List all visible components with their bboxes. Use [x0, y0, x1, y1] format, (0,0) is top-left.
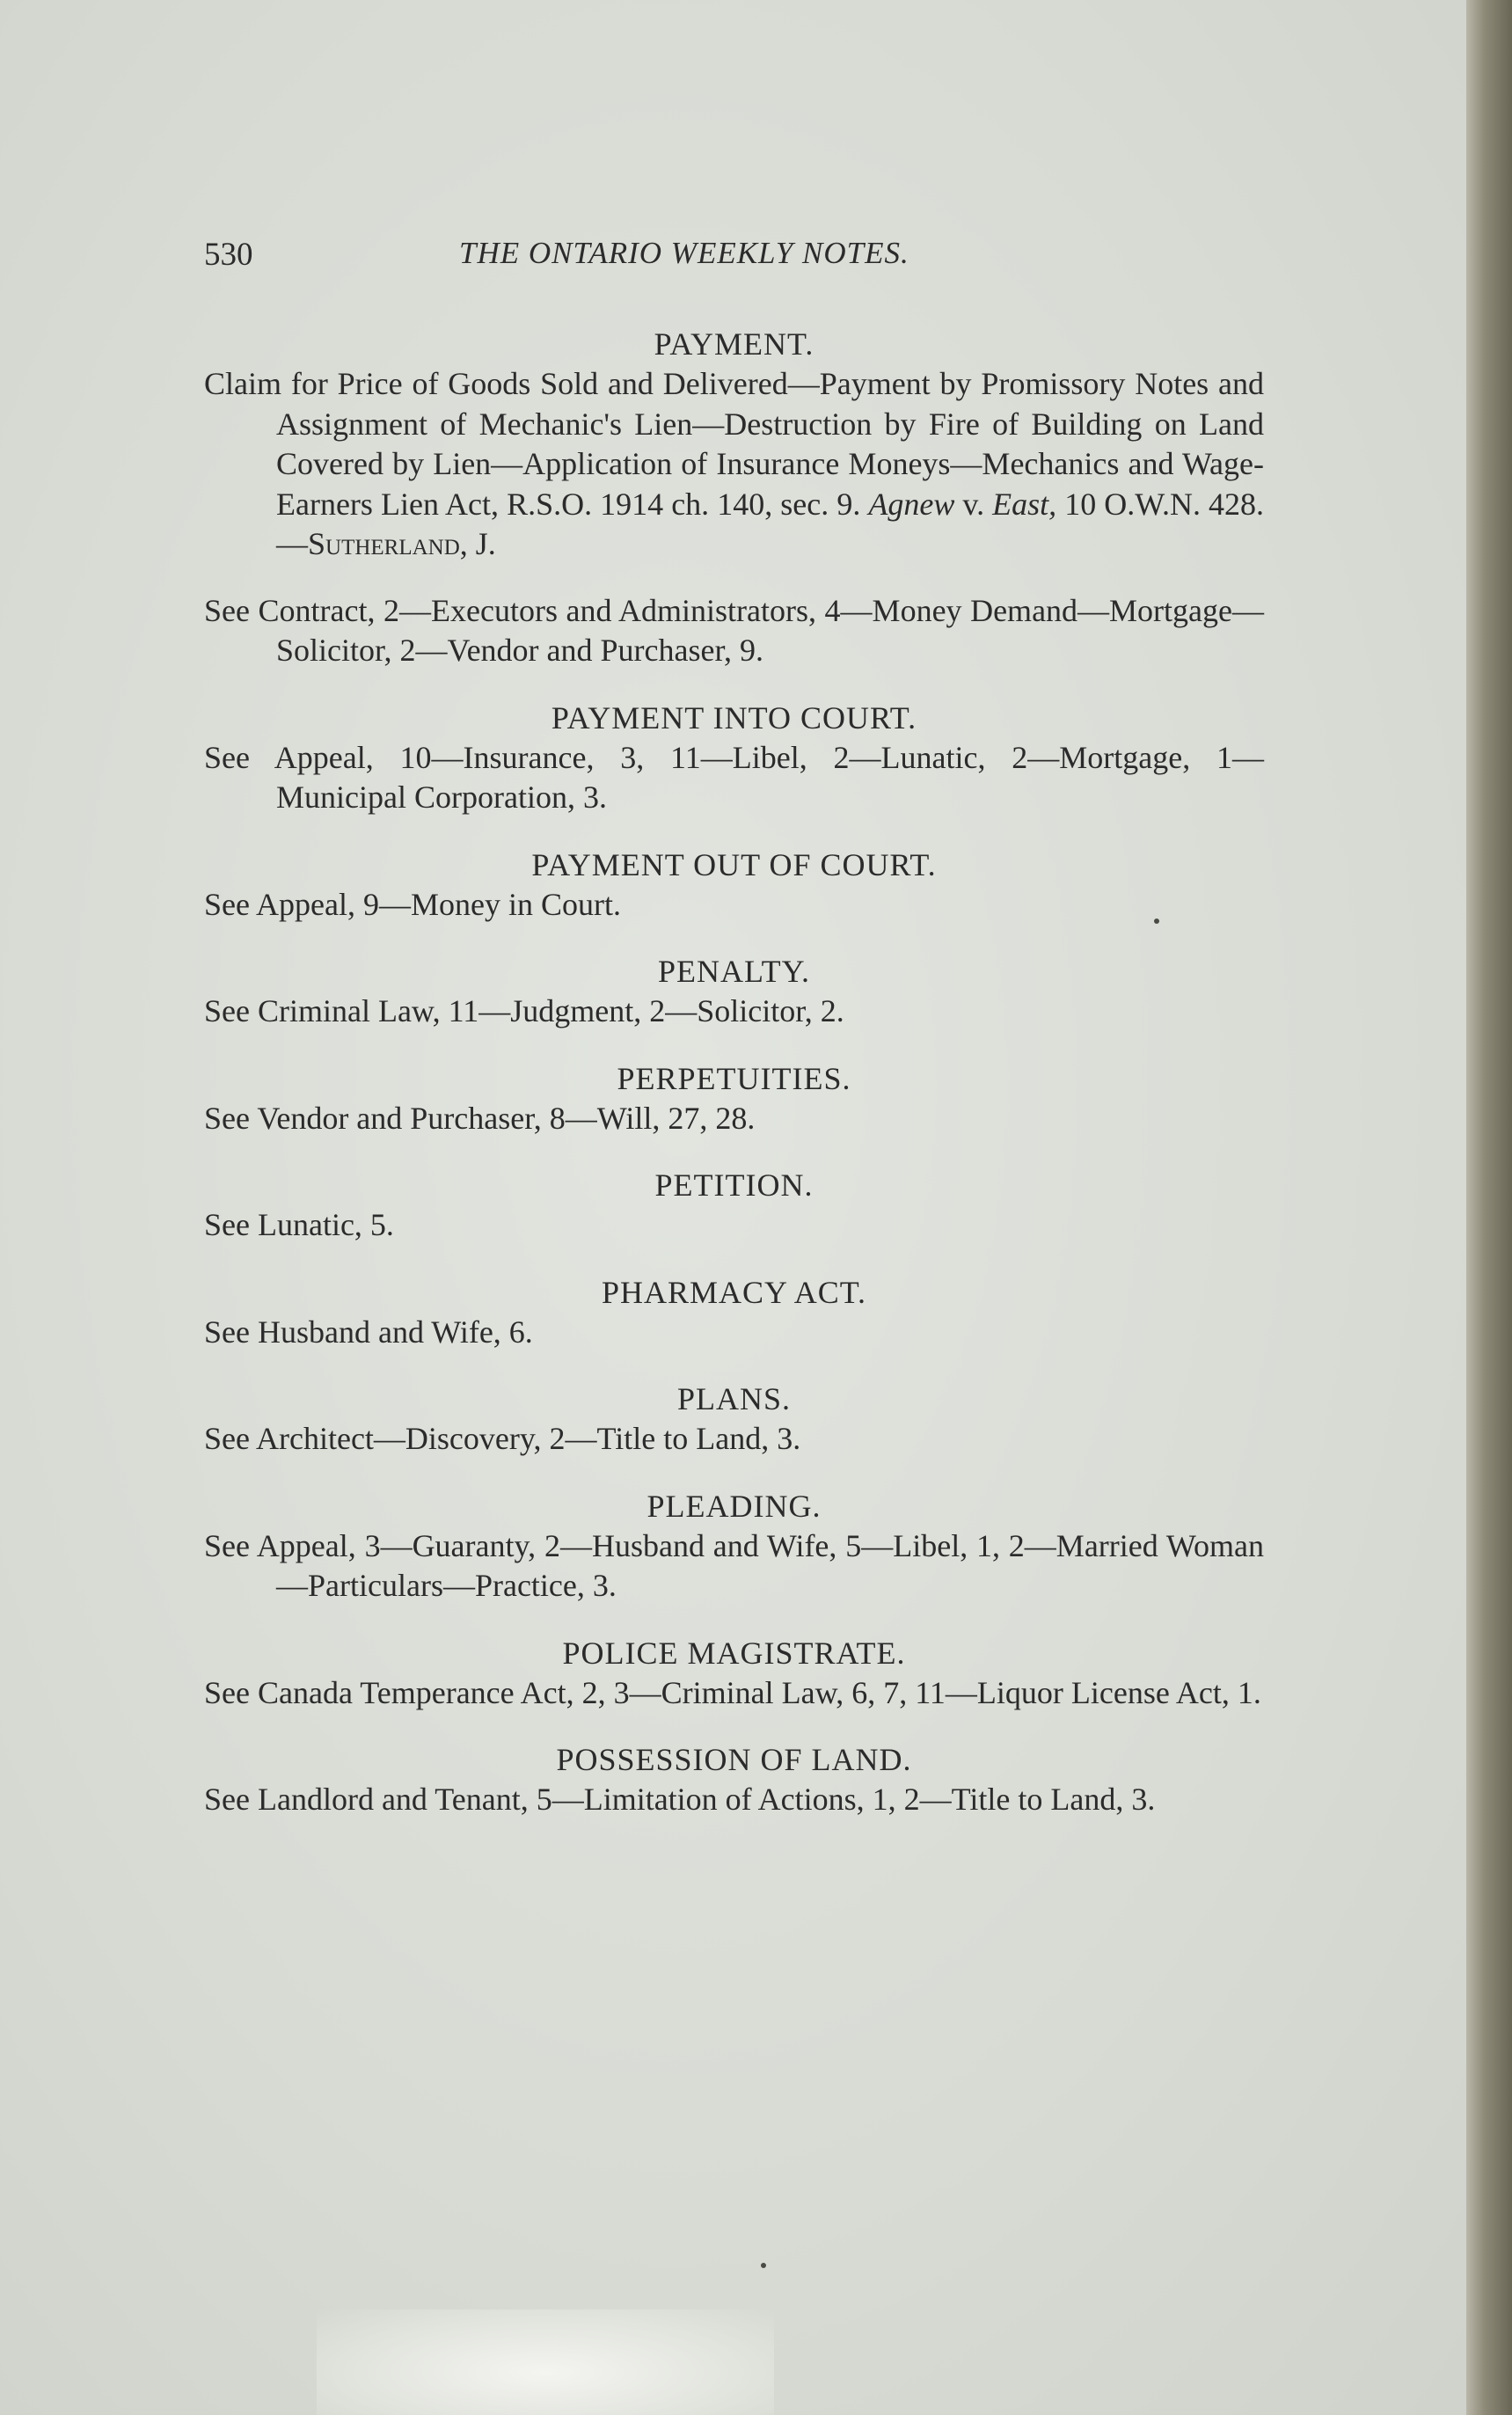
entry-heading: PENALTY.	[657, 954, 811, 989]
entry-heading: PAYMENT.	[654, 326, 814, 362]
ink-speck	[761, 2263, 766, 2268]
cross-reference: See Lunatic, 5.	[204, 1207, 394, 1242]
cross-reference: See Husband and Wife, 6.	[204, 1314, 533, 1350]
cross-reference: See Vendor and Purchaser, 8—Will, 27, 28.	[204, 1100, 756, 1136]
index-entry-possession-of-land	[204, 1739, 1264, 1820]
index-entry-perpetuities	[204, 1058, 1264, 1139]
entry-text: Claim for Price of Goods Sold and Delivered—Payment by Promissory Notes and Assignment of Mechanic's Lien—Destruction by Fire of Building on Land Covered by Lien—Application of Insurance Moneys—Mechanics and Wage-Earners Lien Act, R.S.O. 1914 ch. 140, sec. 9.	[204, 366, 1264, 522]
cross-reference: See Architect—Discovery, 2—Title to Land, 3.	[204, 1421, 801, 1456]
page-binding-edge	[1466, 0, 1512, 2415]
judge-name: Sutherland	[308, 526, 460, 561]
case-versus: v.	[954, 486, 993, 522]
index-entry-pharmacy-act	[204, 1272, 1264, 1353]
citation: 10 O.W.N. 428.—	[276, 486, 1265, 561]
cross-reference: See Landlord and Tenant, 5—Limitation of Actions, 1, 2—Title to Land, 3.	[204, 1782, 1156, 1817]
entry-heading: PAYMENT OUT OF COURT.	[531, 846, 937, 882]
index-entry-payment-into-court	[204, 698, 1264, 818]
running-title: THE ONTARIO WEEKLY NOTES.	[459, 236, 909, 270]
entry-heading: PLANS.	[676, 1381, 792, 1416]
case-party: Agnew	[868, 486, 955, 522]
cross-reference: See Canada Temperance Act, 2, 3—Criminal Law, 6, 7, 11—Liquor License Act, 1.	[204, 1674, 1261, 1710]
entry-heading: PAYMENT INTO COURT.	[551, 699, 917, 735]
index-entry-pleading	[204, 1486, 1264, 1606]
cross-reference: See Appeal, 3—Guaranty, 2—Husband and Wife, 5—Libel, 1, 2—Married Woman—Particulars—Practice, 3.	[204, 1527, 1264, 1603]
index-entry-payment-out-of-court	[204, 845, 1264, 926]
page-header	[204, 236, 1268, 280]
paper-stain	[317, 2309, 774, 2415]
entry-heading: PLEADING.	[646, 1488, 822, 1524]
index-entry-plans	[204, 1379, 1264, 1460]
index-entry-payment	[204, 324, 1264, 671]
index-entry-police-magistrate	[204, 1633, 1264, 1714]
entry-heading: PERPETUITIES.	[617, 1060, 851, 1096]
entry-heading: PHARMACY ACT.	[601, 1274, 867, 1310]
entry-heading: POSSESSION OF LAND.	[556, 1742, 912, 1777]
case-party: East,	[992, 486, 1057, 522]
index-entry-petition	[204, 1165, 1264, 1246]
cross-reference: See Appeal, 9—Money in Court.	[204, 886, 621, 922]
entry-heading: PETITION.	[654, 1167, 814, 1203]
cross-reference: See Appeal, 10—Insurance, 3, 11—Libel, 2—Lunatic, 2—Mortgage, 1—Municipal Corporation, 3.	[204, 739, 1264, 815]
cross-reference: See Criminal Law, 11—Judgment, 2—Solicitor, 2.	[204, 993, 844, 1028]
index-content	[204, 324, 1264, 1820]
cross-reference: See Contract, 2—Executors and Administrators, 4—Money Demand—Mortgage—Solicitor, 2—Vendor and Purchaser, 9.	[204, 592, 1264, 668]
judge-suffix: , J.	[459, 526, 496, 561]
entry-heading: POLICE MAGISTRATE.	[562, 1635, 906, 1671]
index-entry-penalty	[204, 951, 1264, 1032]
page-number: 530	[204, 237, 253, 273]
entry-paragraph	[204, 364, 1264, 565]
